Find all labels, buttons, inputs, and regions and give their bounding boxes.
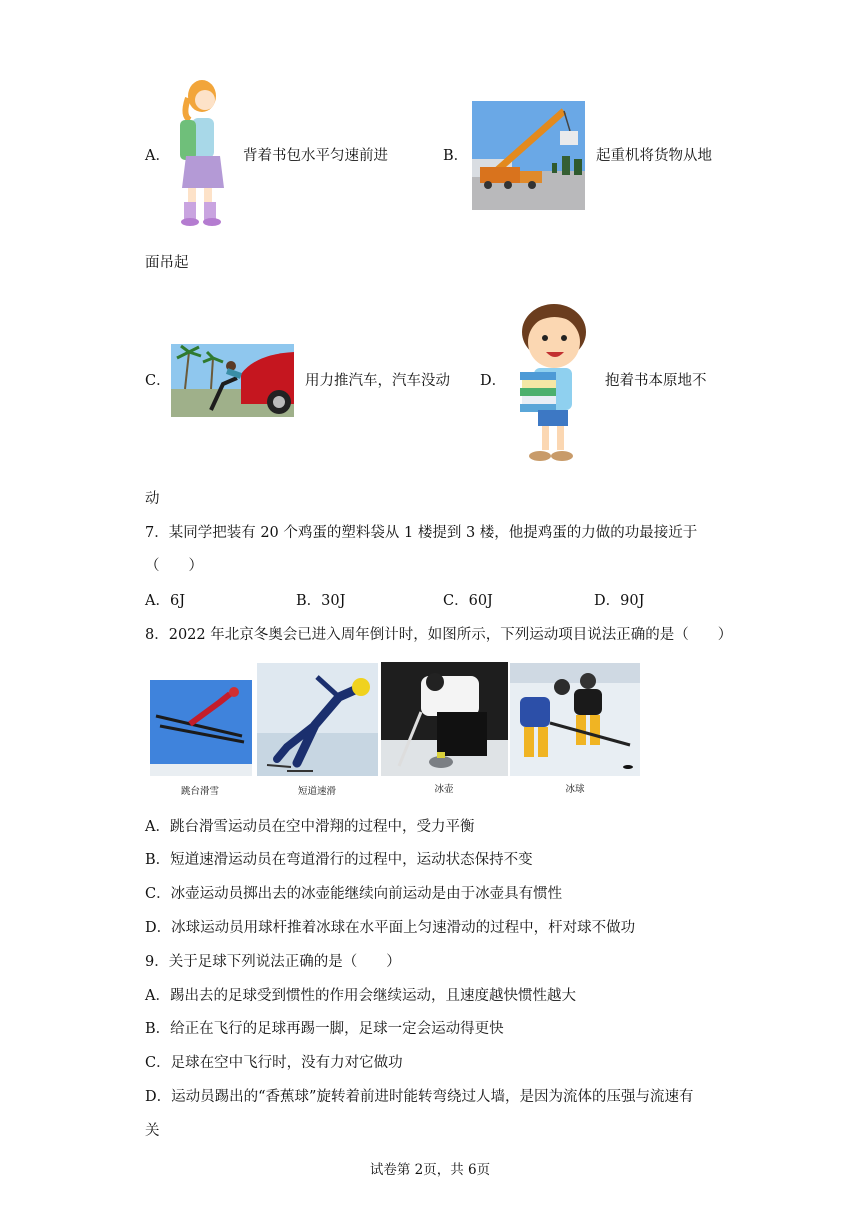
q7-option-c: C．60J [443,593,493,609]
ski-jumping-image [150,680,252,776]
q6-option-b-continuation: 面吊起 [145,255,189,271]
page-footer: 试卷第 2页，共 6页 [369,1162,491,1178]
q6-option-d-text: 抱着书本原地不 [605,373,707,389]
ice-hockey-image [510,663,640,776]
q7-stem: 7．某同学把装有 20 个鸡蛋的塑料袋从 1 楼提到 3 楼，他提鸡蛋的力做的功最接近于 [145,525,698,541]
q6-option-c-letter: C． [145,373,171,389]
q9-option-a: A．踢出去的足球受到惯性的作用会继续运动，且速度越快惯性越大 [145,988,576,1004]
q8-option-c: C．冰壶运动员掷出去的冰壶能继续向前运动是由于冰壶具有惯性 [145,886,563,902]
q8-option-b: B．短道速滑运动员在弯道滑行的过程中，运动状态保持不变 [145,852,533,868]
q6-option-d-continuation: 动 [145,491,160,507]
q6-option-a-letter: A． [145,148,170,164]
q9-stem: 9．关于足球下列说法正确的是（ ） [145,954,401,970]
q8-option-a: A．跳台滑雪运动员在空中滑翔的过程中，受力平衡 [145,819,475,835]
caption-short-track: 短道速滑 [297,786,336,797]
q7-option-d: D．90J [594,593,645,609]
q7-option-b: B．30J [296,593,346,609]
q6-option-a-text: 背着书包水平匀速前进 [243,148,388,164]
q9-option-c: C．足球在空中飞行时，没有力对它做功 [145,1055,403,1071]
short-track-skating-image [257,663,378,776]
girl-with-backpack-image [172,76,230,228]
caption-ice-hockey: 冰球 [565,784,585,795]
caption-curling: 冰壶 [434,784,454,795]
q6-option-c-text: 用力推汽车，汽车没动 [305,373,450,389]
pushing-car-image [171,344,294,417]
q6-option-b-letter: B． [443,148,469,164]
q7-paren: （ ） [145,558,203,574]
crane-lifting-cargo-image [472,101,585,210]
q9-option-b: B．给正在飞行的足球再踢一脚，足球一定会运动得更快 [145,1021,504,1037]
q6-option-b-text: 起重机将货物从地 [596,148,712,164]
q9-option-d: D．运动员踢出的“香蕉球”旋转着前进时能转弯绕过人墙，是因为流体的压强与流速有 [145,1089,694,1105]
curling-image [381,662,508,776]
q9-option-d-continuation: 关 [145,1123,160,1139]
caption-ski-jumping: 跳台滑雪 [180,786,219,797]
q6-option-d-letter: D． [480,373,507,389]
q8-stem: 8．2022 年北京冬奥会已进入周年倒计时，如图所示，下列运动项目说法正确的是（ ） [145,627,733,643]
q7-option-a: A．6J [145,593,186,609]
boy-holding-books-image [512,300,592,466]
q8-option-d: D．冰球运动员用球杆推着冰球在水平面上匀速滑动的过程中，杆对球不做功 [145,920,636,936]
